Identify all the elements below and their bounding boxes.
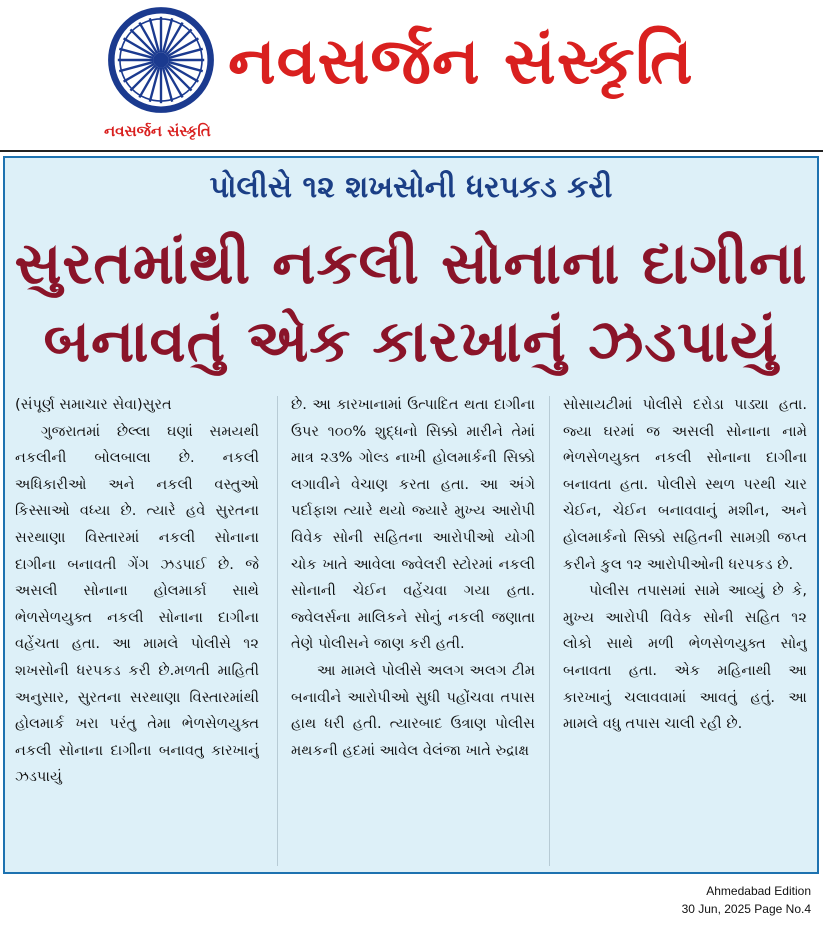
article-paragraph: સોસાયટીમાં પોલીસે દરોડા પાડ્યા હતા. જ્યા ઘરમાં જ અસલી સોનાના નામે ભેળસેળયુક્ત નકલી સોનાના દાગીના બનાવતા હતા. પોલીસે સ્થળ પરથી ચાર ચેઈન, ચેઈન બનાવવાનું મશીન, અને હોલમાર્કનો સિક્કો સહિતની સામગ્રી જપ્ત કરીને કુલ ૧૨ આરોપીઓની ધરપકડ છે. (563, 396, 807, 573)
article-columns (15, 392, 811, 870)
article-column-3 (563, 392, 807, 870)
news-article (3, 156, 819, 874)
masthead-title: નવસર્જન સંસ્કૃતિ (228, 25, 694, 99)
article-column-1 (15, 392, 259, 870)
article-headline-line-1: સુરતમાંથી નકલી સોનાના દાગીના (14, 229, 808, 297)
masthead-divider (0, 150, 823, 152)
article-headline-line-2: બનાવતું એક કારખાનું ઝડપાયું (43, 307, 779, 375)
masthead-subtitle: નવસર્જન સંસ્કૃતિ (104, 122, 211, 140)
article-paragraph: છે. આ કારખાનામાં ઉત્પાદિત થતા દાગીના ઉપર ૧૦૦% શુદ્ધનો સિક્કો મારીને તેમાં માત્ર ૨૩% ગોલ્ડ નાખી હોલમાર્કની સિક્કો લગાવીને વેચાણ કરતા હતા. આ અંગે પર્દાફાશ ત્યારે થયો જ્યારે મુખ્ય આરોપી વિવેક સોની સહિતના આરોપીઓ યોગી ચોક ખાતે આવેલા જ્વેલરી સ્ટોરમાં નકલી સોનાની ચેઈન વહેંચવા ગયા હતા. જ્વેલર્સના માલિકને સોનું નકલી જણાતા તેણે પોલીસને જાણ કરી હતી. (291, 396, 535, 653)
date-page-label: 30 Jun, 2025 Page No.4 (681, 902, 811, 916)
article-paragraph: આ મામલે પોલીસે અલગ અલગ ટીમ બનાવીને આરોપીઓ સુધી પહોંચવા તપાસ હાથ ધરી હતી. ત્યારબાદ ઉત્રાણ પોલીસ મથકની હદમાં આવેલ વેલંજા ખાતે રુદ્રાક્ષ (291, 661, 535, 759)
article-kicker: પોલીસે ૧૨ શખસોની ધરપકડ કરી (209, 170, 613, 205)
masthead (0, 0, 823, 150)
article-paragraph: પોલીસ તપાસમાં સામે આવ્યું છે કે, મુખ્ય આરોપી વિવેક સોની સહિત ૧૨ લોકો સાથે મળી ભેળસેળયુક્ત સોનુ બનાવતા હતા. એક મહિનાથી આ કારખાનું ચલાવવામાં આવતું હતું. આ મામલે વધુ તપાસ ચાલી રહી છે. (563, 582, 807, 733)
edition-label: Ahmedabad Edition (706, 884, 811, 898)
column-divider (277, 396, 278, 866)
ashoka-chakra-icon (107, 6, 215, 114)
dateline: (સંપૂર્ણ સમાચાર સેવા)સુરત (15, 396, 172, 413)
article-column-2 (291, 392, 535, 870)
article-paragraph: ગુજરાતમાં છેલ્લા ઘણાં સમયથી નકલીની બોલબાલા છે. નકલી અધિકારીઓ અને નકલી વસ્તુઓ કિસ્સાઓ વધ્યા છે. ત્યારે હવે સુરતના સરથાણા વિસ્તારમાં નકલી સોનાના દાગીના બનાવતી ગેંગ ઝડપાઈ છે. જે અસલી સોનાના હોલમાર્કા સાથે ભેળસેળયુક્ત નકલી સોનાના દાગીના વહેંચતા હતા. આ મામલે પોલીસે ૧૨ શખસોની ધરપકડ કરી છે.મળતી માહિતી અનુસાર, સુરતના સરથાણા વિસ્તારમાંથી હોલમાર્ક ખરા પરંતુ તેમા ભેળસેળયુક્ત નકલી સોનાના દાગીના બનાવતુ કારખાનું ઝડપાયું (15, 422, 259, 786)
column-divider (549, 396, 550, 866)
